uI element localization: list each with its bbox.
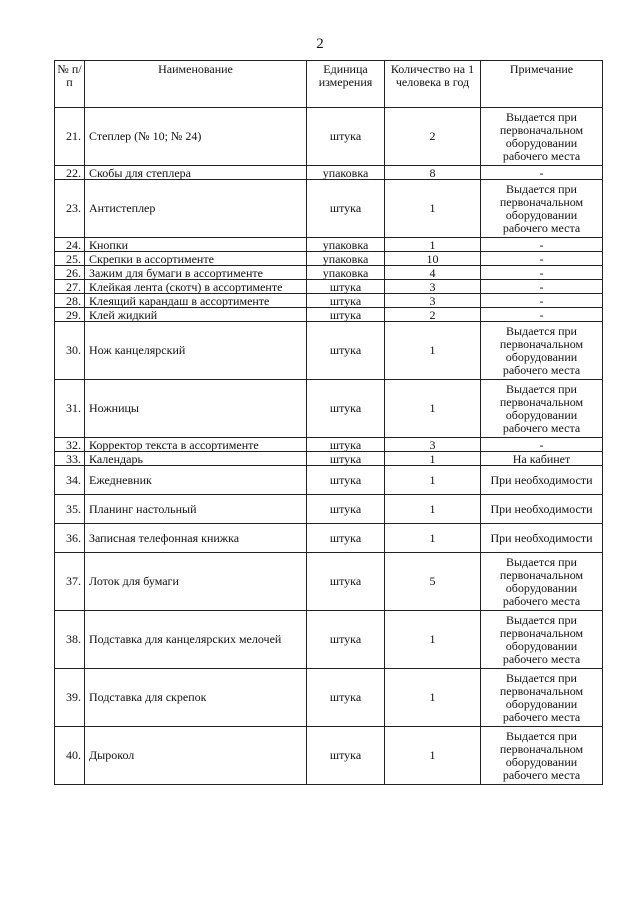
page-number: 2 <box>316 36 324 52</box>
cell-name: Клей жидкий <box>85 308 307 322</box>
cell-note: - <box>481 308 603 322</box>
cell-note: При необходимости <box>481 495 603 524</box>
cell-qty: 2 <box>385 108 481 166</box>
cell-unit: штука <box>307 438 385 452</box>
cell-qty: 1 <box>385 524 481 553</box>
cell-unit: штука <box>307 495 385 524</box>
cell-num: 37. <box>55 553 85 611</box>
cell-qty: 1 <box>385 380 481 438</box>
cell-num: 24. <box>55 238 85 252</box>
cell-qty: 10 <box>385 252 481 266</box>
table-row <box>55 380 603 438</box>
cell-name: Скрепки в ассортименте <box>85 252 307 266</box>
table-row <box>55 495 603 524</box>
table-row <box>55 727 603 785</box>
cell-num: 21. <box>55 108 85 166</box>
cell-qty: 1 <box>385 669 481 727</box>
table-row <box>55 180 603 238</box>
cell-num: 30. <box>55 322 85 380</box>
cell-note: - <box>481 252 603 266</box>
cell-name: Лоток для бумаги <box>85 553 307 611</box>
cell-name: Записная телефонная книжка <box>85 524 307 553</box>
cell-unit: штука <box>307 452 385 466</box>
cell-num: 34. <box>55 466 85 495</box>
cell-qty: 1 <box>385 238 481 252</box>
cell-name: Клеящий карандаш в ассортименте <box>85 294 307 308</box>
cell-note: - <box>481 238 603 252</box>
cell-num: 35. <box>55 495 85 524</box>
cell-name: Подставка для канцелярских мелочей <box>85 611 307 669</box>
cell-note: - <box>481 280 603 294</box>
cell-qty: 1 <box>385 495 481 524</box>
cell-qty: 3 <box>385 280 481 294</box>
cell-note: - <box>481 266 603 280</box>
cell-unit: штука <box>307 180 385 238</box>
table-row <box>55 438 603 452</box>
table-row <box>55 108 603 166</box>
cell-name: Планинг настольный <box>85 495 307 524</box>
cell-name: Степлер (№ 10; № 24) <box>85 108 307 166</box>
cell-name: Корректор текста в ассортименте <box>85 438 307 452</box>
table-row <box>55 524 603 553</box>
cell-note: Выдается при первоначальном оборудовании рабочего места <box>481 611 603 669</box>
cell-qty: 8 <box>385 166 481 180</box>
cell-name: Ежедневник <box>85 466 307 495</box>
supplies-table <box>54 60 603 785</box>
cell-qty: 4 <box>385 266 481 280</box>
cell-name: Календарь <box>85 452 307 466</box>
cell-unit: упаковка <box>307 238 385 252</box>
table-row <box>55 308 603 322</box>
cell-name: Кнопки <box>85 238 307 252</box>
cell-unit: штука <box>307 280 385 294</box>
table-row <box>55 252 603 266</box>
cell-note: - <box>481 438 603 452</box>
cell-unit: штука <box>307 466 385 495</box>
cell-num: 31. <box>55 380 85 438</box>
cell-num: 33. <box>55 452 85 466</box>
table-row <box>55 238 603 252</box>
cell-num: 25. <box>55 252 85 266</box>
cell-num: 38. <box>55 611 85 669</box>
cell-unit: штука <box>307 108 385 166</box>
cell-note: Выдается при первоначальном оборудовании рабочего места <box>481 553 603 611</box>
header-name: Наименование <box>85 61 307 108</box>
table-row <box>55 166 603 180</box>
cell-unit: штука <box>307 294 385 308</box>
cell-note: При необходимости <box>481 524 603 553</box>
header-num: № п/п <box>55 61 85 108</box>
table-row <box>55 322 603 380</box>
cell-qty: 1 <box>385 466 481 495</box>
cell-note: - <box>481 166 603 180</box>
cell-note: Выдается при первоначальном оборудовании рабочего места <box>481 108 603 166</box>
cell-num: 28. <box>55 294 85 308</box>
table-body <box>55 108 603 785</box>
cell-note: На кабинет <box>481 452 603 466</box>
header-note: Примечание <box>481 61 603 108</box>
cell-name: Ножницы <box>85 380 307 438</box>
table-header-row <box>55 61 603 108</box>
cell-num: 29. <box>55 308 85 322</box>
cell-name: Антистеплер <box>85 180 307 238</box>
cell-name: Дырокол <box>85 727 307 785</box>
cell-qty: 5 <box>385 553 481 611</box>
cell-note: Выдается при первоначальном оборудовании рабочего места <box>481 380 603 438</box>
cell-unit: штука <box>307 727 385 785</box>
cell-num: 27. <box>55 280 85 294</box>
table-row <box>55 294 603 308</box>
table-row <box>55 553 603 611</box>
cell-note: При необходимости <box>481 466 603 495</box>
cell-note: Выдается при первоначальном оборудовании рабочего места <box>481 180 603 238</box>
table-row <box>55 466 603 495</box>
cell-unit: штука <box>307 553 385 611</box>
cell-qty: 3 <box>385 438 481 452</box>
header-unit: Единица измерения <box>307 61 385 108</box>
cell-unit: упаковка <box>307 166 385 180</box>
cell-num: 40. <box>55 727 85 785</box>
cell-unit: штука <box>307 380 385 438</box>
cell-qty: 1 <box>385 322 481 380</box>
cell-num: 22. <box>55 166 85 180</box>
cell-name: Клейкая лента (скотч) в ассортименте <box>85 280 307 294</box>
header-qty: Количество на 1 человека в год <box>385 61 481 108</box>
cell-note: - <box>481 294 603 308</box>
cell-name: Нож канцелярский <box>85 322 307 380</box>
cell-qty: 1 <box>385 611 481 669</box>
cell-qty: 1 <box>385 727 481 785</box>
cell-num: 39. <box>55 669 85 727</box>
cell-qty: 3 <box>385 294 481 308</box>
cell-unit: штука <box>307 669 385 727</box>
cell-num: 23. <box>55 180 85 238</box>
table-row <box>55 280 603 294</box>
cell-name: Скобы для степлера <box>85 166 307 180</box>
cell-num: 32. <box>55 438 85 452</box>
cell-unit: упаковка <box>307 266 385 280</box>
cell-unit: штука <box>307 322 385 380</box>
cell-note: Выдается при первоначальном оборудовании рабочего места <box>481 322 603 380</box>
cell-qty: 2 <box>385 308 481 322</box>
cell-unit: штука <box>307 611 385 669</box>
cell-note: Выдается при первоначальном оборудовании рабочего места <box>481 669 603 727</box>
table-row <box>55 669 603 727</box>
table-row <box>55 452 603 466</box>
table-row <box>55 611 603 669</box>
table-row <box>55 266 603 280</box>
cell-num: 26. <box>55 266 85 280</box>
cell-unit: штука <box>307 308 385 322</box>
cell-name: Зажим для бумаги в ассортименте <box>85 266 307 280</box>
cell-qty: 1 <box>385 452 481 466</box>
cell-note: Выдается при первоначальном оборудовании рабочего места <box>481 727 603 785</box>
cell-qty: 1 <box>385 180 481 238</box>
cell-unit: штука <box>307 524 385 553</box>
cell-name: Подставка для скрепок <box>85 669 307 727</box>
cell-num: 36. <box>55 524 85 553</box>
cell-unit: упаковка <box>307 252 385 266</box>
